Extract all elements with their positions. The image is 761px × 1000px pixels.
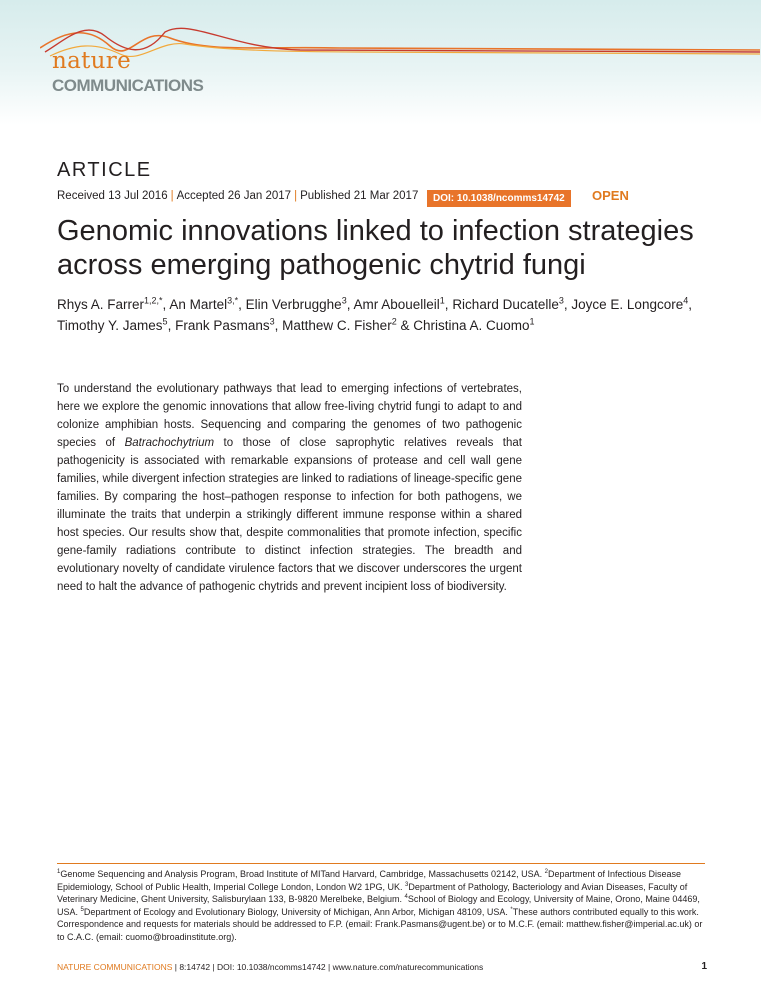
journal-logo-waves xyxy=(40,18,760,78)
author[interactable]: Elin Verbrugghe$^3$ xyxy=(245,295,347,312)
journal-banner xyxy=(0,0,761,125)
received-date: Received 13 Jul 2016 xyxy=(57,190,168,202)
author[interactable]: Rhys A. Farrer$^{1,2,*}$ xyxy=(57,295,163,312)
affiliation-divider xyxy=(57,863,705,864)
author[interactable]: Matthew C. Fisher$^2$ xyxy=(282,316,397,333)
abstract: To understand the evolutionary pathways that lead to emerging infections of vertebrates, here we explore the genomic innovations that allow free-living chytrid fungi to adapt to and colonize amphibian hosts. Sequencing and comparing the genomes of two pathogenic species of Batrachochytrium to those of close saprophytic relatives reveals that pathogenicity is associated with remarkable expansions of protease and cell wall gene families, while divergent infection strategies are linked to radiations of lineage-specific gene families. By comparing the host–pathogen response to infection for both pathogens, we illuminate the traits that underpin a strikingly different immune response within a shared host species. Our results show that, despite commonalities that promote infection, specific gene-family radiations contribute to distinct infection strategies. The breadth and evolutionary novelty of candidate virulence factors that we discover underscores the urgent need to halt the advance of pathogenic chytrids and prevent incipient loss of biodiversity. xyxy=(57,383,522,593)
author[interactable]: An Martel$^{3,*}$ xyxy=(169,295,239,312)
journal-logo-nature: nature xyxy=(52,48,131,74)
author[interactable]: Frank Pasmans$^3$ xyxy=(175,316,275,333)
article-dates xyxy=(57,191,418,203)
date-separator: | xyxy=(294,190,298,202)
article-type-label: ARTICLE xyxy=(57,159,152,181)
footer-journal-name: NATURE COMMUNICATIONS xyxy=(57,962,173,972)
page-footer xyxy=(57,960,707,974)
doi-badge[interactable]: DOI: 10.1038/ncomms14742 xyxy=(427,190,571,207)
author-list: Rhys A. Farrer$^{1,2,*}$, An Martel$^{3,*}$, Elin Verbrugghe$^3$, Amr Abouelleil$^1$, Richard Ducatelle$^3$, Joyce E. Longcore$^4$, Timothy Y. James$^5$, Frank Pasmans$^3$, Matthew C. Fisher$^2$ & Christina A. Cuomo$^1$ xyxy=(57,295,693,333)
published-date: Published 21 Mar 2017 xyxy=(300,190,419,202)
journal-logo-communications: COMMUNICATIONS xyxy=(52,76,204,95)
footer-citation: | 8:14742 | DOI: 10.1038/ncomms14742 | www.nature.com/naturecommunications xyxy=(172,962,484,972)
author[interactable]: Christina A. Cuomo$^1$ xyxy=(413,316,535,333)
open-access-label: OPEN xyxy=(592,188,629,203)
page-number: 1 xyxy=(701,961,707,972)
author[interactable]: Joyce E. Longcore$^4$ xyxy=(571,295,689,312)
author[interactable]: Timothy Y. James$^5$ xyxy=(57,316,168,333)
date-separator: | xyxy=(170,190,174,202)
affiliations: $^1$Genome Sequencing and Analysis Program, Broad Institute of MITand Harvard, Cambridge, Massachusetts 02142, USA. $^2$Department of Infectious Disease Epidemiology, School of Public Health, Imperial College London, London W2 1PG, UK. $^3$Department of Pathology, Bacteriology and Avian Diseases, Faculty of Veterinary Medicine, Ghent University, Salisburylaan 133, B-9820 Merelbeke, Belgium. $^4$School of Biology and Ecology, University of Maine, Orono, Maine 04469, USA. $^5$Department of Ecology and Evolutionary Biology, University of Michigan, Ann Arbor, Michigan 48109, USA. *These authors contributed equally to this work. Correspondence and requests for materials should be addressed to F.P. (email: Frank.Pasmans@ugent.be) or to M.C.F. (email: matthew.fisher@imperial.ac.uk) or to C.A.C. (email: cuomo@broadinstitute.org). xyxy=(57,869,703,942)
article-title: Genomic innovations linked to infection strategies across emerging pathogenic chytrid fungi xyxy=(57,215,694,281)
author[interactable]: Amr Abouelleil$^1$ xyxy=(353,295,445,312)
accepted-date: Accepted 26 Jan 2017 xyxy=(176,190,292,202)
author[interactable]: Richard Ducatelle$^3$ xyxy=(452,295,564,312)
genus-name: Batrachochytrium xyxy=(124,437,215,449)
